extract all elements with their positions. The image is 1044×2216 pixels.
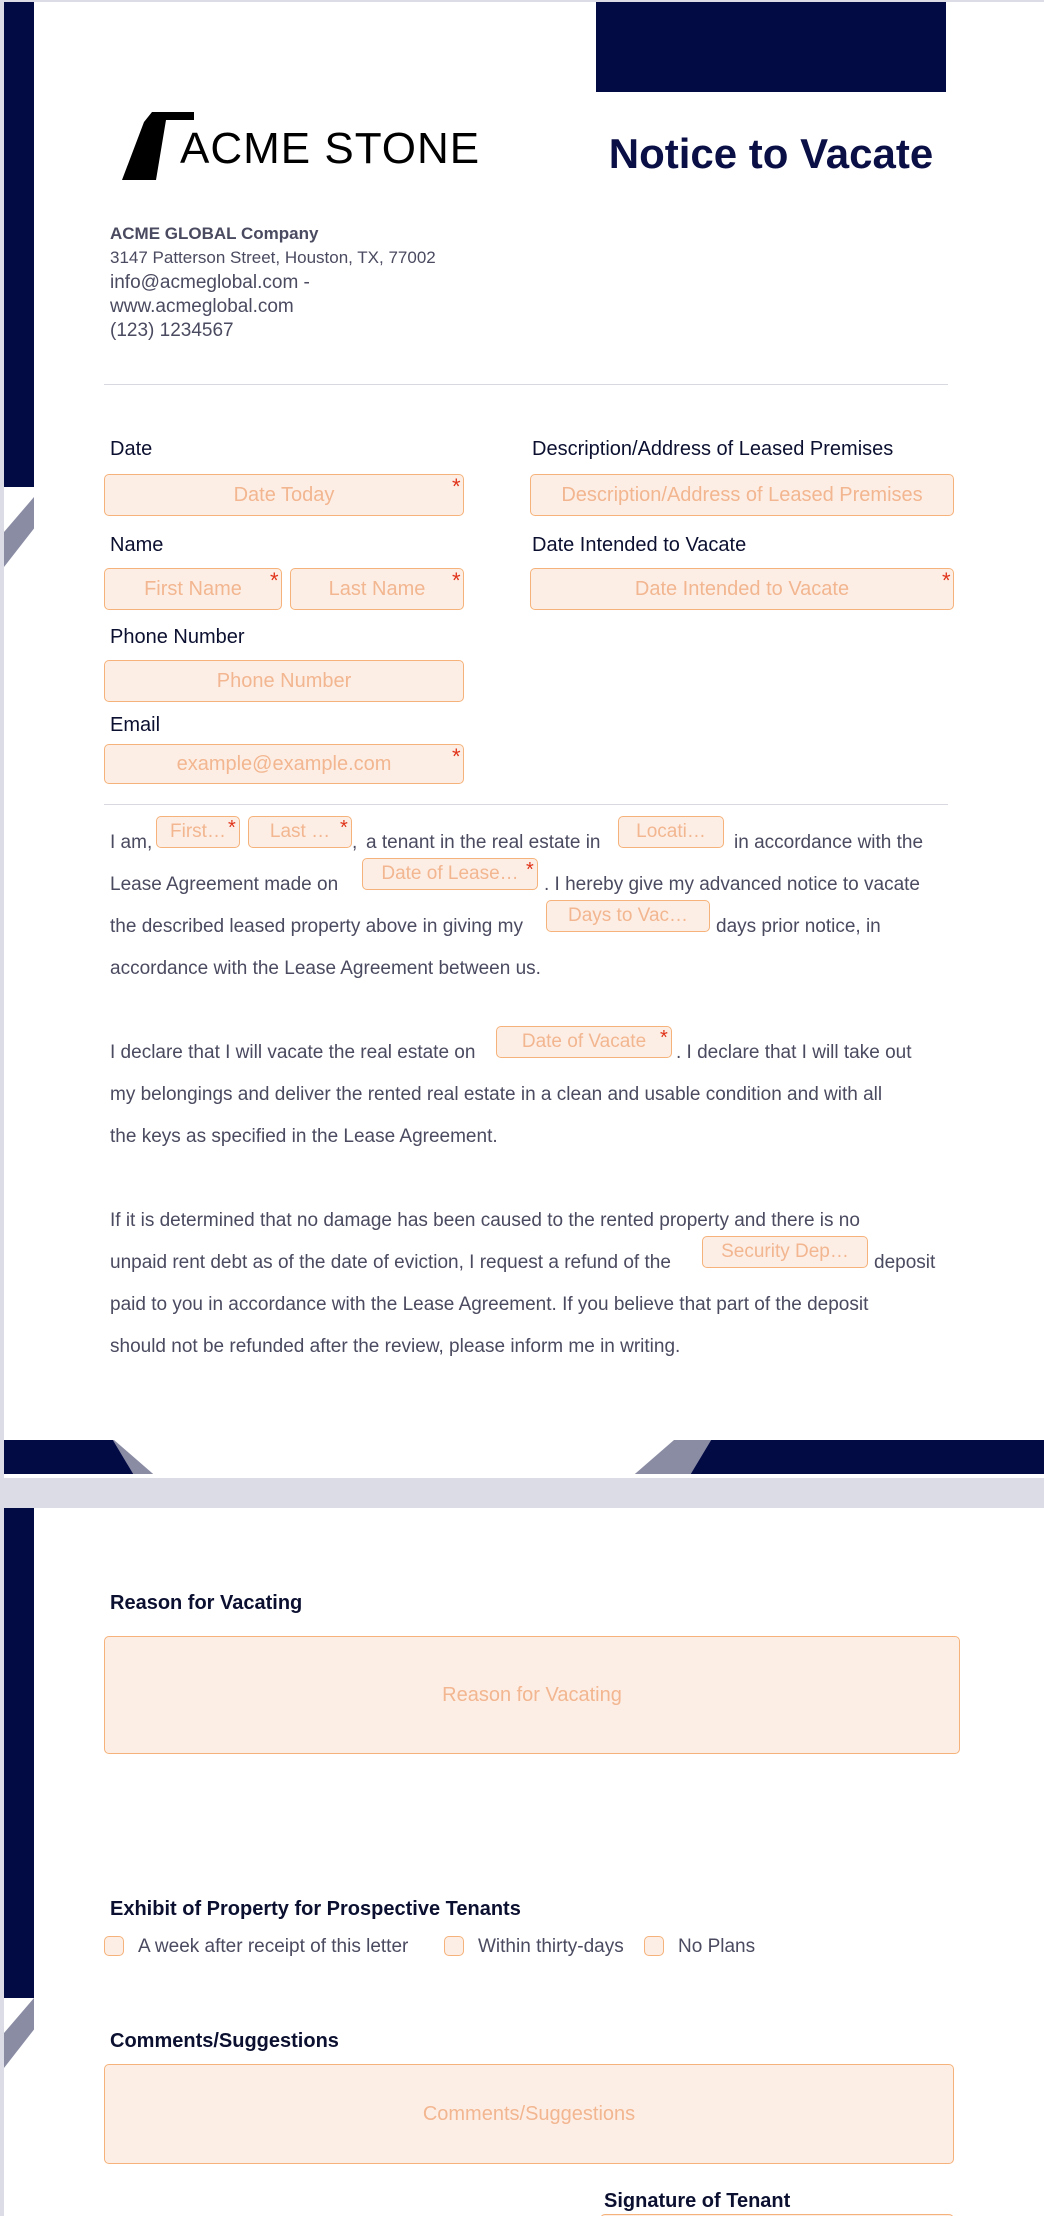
left-accent-wedge bbox=[4, 497, 34, 567]
footer-white-notch bbox=[114, 1440, 674, 1474]
name-label: Name bbox=[110, 534, 164, 556]
exhibit-option-no-plans-label: No Plans bbox=[678, 1936, 756, 1957]
body-text: I declare that I will vacate the real estate on bbox=[110, 1042, 476, 1063]
exhibit-option-no-plans-checkbox[interactable] bbox=[644, 1936, 664, 1956]
exhibit-option-week-label: A week after receipt of this letter bbox=[138, 1936, 409, 1957]
date-field[interactable]: Date Today bbox=[104, 474, 464, 516]
form-page-2 bbox=[4, 1508, 1044, 2216]
body-text: If it is determined that no damage has been caused to the rented property and there is no bbox=[110, 1210, 860, 1231]
date-vacate-field[interactable]: Date Intended to Vacate bbox=[530, 568, 954, 610]
inline-lease-date-field[interactable]: Date of Lease… bbox=[362, 858, 538, 890]
body-text: days prior notice, in bbox=[716, 916, 881, 937]
company-email: info@acmeglobal.com - bbox=[110, 272, 310, 293]
document-title: Notice to Vacate bbox=[608, 130, 934, 177]
inline-security-deposit-field[interactable]: Security Dep… bbox=[702, 1236, 868, 1268]
description-field[interactable]: Description/Address of Leased Premises bbox=[530, 474, 954, 516]
required-mark: * bbox=[526, 859, 534, 881]
last-name-field[interactable]: Last Name bbox=[290, 568, 464, 610]
divider bbox=[104, 384, 948, 385]
header-navy-block bbox=[596, 2, 946, 92]
required-mark: * bbox=[660, 1027, 668, 1049]
comments-label: Comments/Suggestions bbox=[110, 2030, 339, 2052]
email-label: Email bbox=[110, 714, 161, 736]
reason-field[interactable]: Reason for Vacating bbox=[104, 1636, 960, 1754]
required-mark: * bbox=[228, 817, 236, 839]
form-page-1 bbox=[4, 2, 1044, 1478]
body-text: the keys as specified in the Lease Agreement. bbox=[110, 1126, 498, 1147]
company-logo bbox=[122, 112, 481, 182]
exhibit-option-thirty-days-checkbox[interactable] bbox=[444, 1936, 464, 1956]
left-accent-bar bbox=[4, 2, 34, 487]
body-text: unpaid rent debt as of the date of eviction, I request a refund of the bbox=[110, 1252, 671, 1273]
body-text: the described leased property above in giving my bbox=[110, 916, 523, 937]
exhibit-option-week-checkbox[interactable] bbox=[104, 1936, 124, 1956]
body-text: a tenant in the real estate in bbox=[366, 832, 601, 853]
reason-label: Reason for Vacating bbox=[110, 1592, 303, 1614]
date-label: Date bbox=[110, 438, 153, 460]
company-name: ACME GLOBAL Company bbox=[110, 224, 319, 243]
company-phone: (123) 1234567 bbox=[110, 320, 234, 341]
left-accent-wedge bbox=[4, 1998, 34, 2068]
required-mark: * bbox=[452, 744, 461, 769]
date-vacate-label: Date Intended to Vacate bbox=[532, 534, 747, 556]
email-field[interactable]: example@example.com bbox=[104, 744, 464, 784]
body-text: should not be refunded after the review, please inform me in writing. bbox=[110, 1336, 681, 1357]
exhibit-option-thirty-days-label: Within thirty-days bbox=[478, 1936, 624, 1957]
exhibit-label: Exhibit of Property for Prospective Tenants bbox=[110, 1898, 521, 1920]
left-accent-bar bbox=[4, 1508, 34, 1998]
comments-field[interactable]: Comments/Suggestions bbox=[104, 2064, 954, 2164]
required-mark: * bbox=[340, 817, 348, 839]
body-text: I am, bbox=[110, 832, 153, 853]
body-text: . I declare that I will take out bbox=[676, 1042, 912, 1063]
body-text: accordance with the Lease Agreement between us. bbox=[110, 958, 541, 979]
logo-text: ACME STONE bbox=[180, 124, 481, 173]
required-mark: * bbox=[452, 568, 461, 593]
required-mark: * bbox=[270, 568, 279, 593]
phone-label: Phone Number bbox=[110, 626, 245, 648]
description-label: Description/Address of Leased Premises bbox=[532, 438, 894, 460]
inline-days-field[interactable]: Days to Vac… bbox=[546, 900, 710, 932]
company-website: www.acmeglobal.com bbox=[110, 296, 294, 317]
inline-vacate-date-field[interactable]: Date of Vacate bbox=[496, 1026, 672, 1058]
first-name-field[interactable]: First Name bbox=[104, 568, 282, 610]
body-text: deposit bbox=[874, 1252, 936, 1273]
body-text: , bbox=[352, 832, 358, 853]
body-text: my belongings and deliver the rented real estate in a clean and usable condition and with all bbox=[110, 1084, 883, 1105]
body-text: Lease Agreement made on bbox=[110, 874, 339, 895]
inline-location-field[interactable]: Locati… bbox=[618, 816, 724, 848]
inline-first-name-field[interactable]: First… bbox=[156, 816, 240, 848]
signature-label: Signature of Tenant bbox=[604, 2190, 791, 2212]
required-mark: * bbox=[452, 474, 461, 499]
required-mark: * bbox=[942, 568, 951, 593]
company-address: 3147 Patterson Street, Houston, TX, 77002 bbox=[110, 248, 436, 267]
body-text: paid to you in accordance with the Lease Agreement. If you believe that part of the deposit bbox=[110, 1294, 869, 1315]
inline-last-name-field[interactable]: Last … bbox=[248, 816, 352, 848]
phone-field[interactable]: Phone Number bbox=[104, 660, 464, 702]
body-text: in accordance with the bbox=[734, 832, 924, 853]
body-text: . I hereby give my advanced notice to vacate bbox=[544, 874, 920, 895]
divider bbox=[104, 804, 948, 805]
